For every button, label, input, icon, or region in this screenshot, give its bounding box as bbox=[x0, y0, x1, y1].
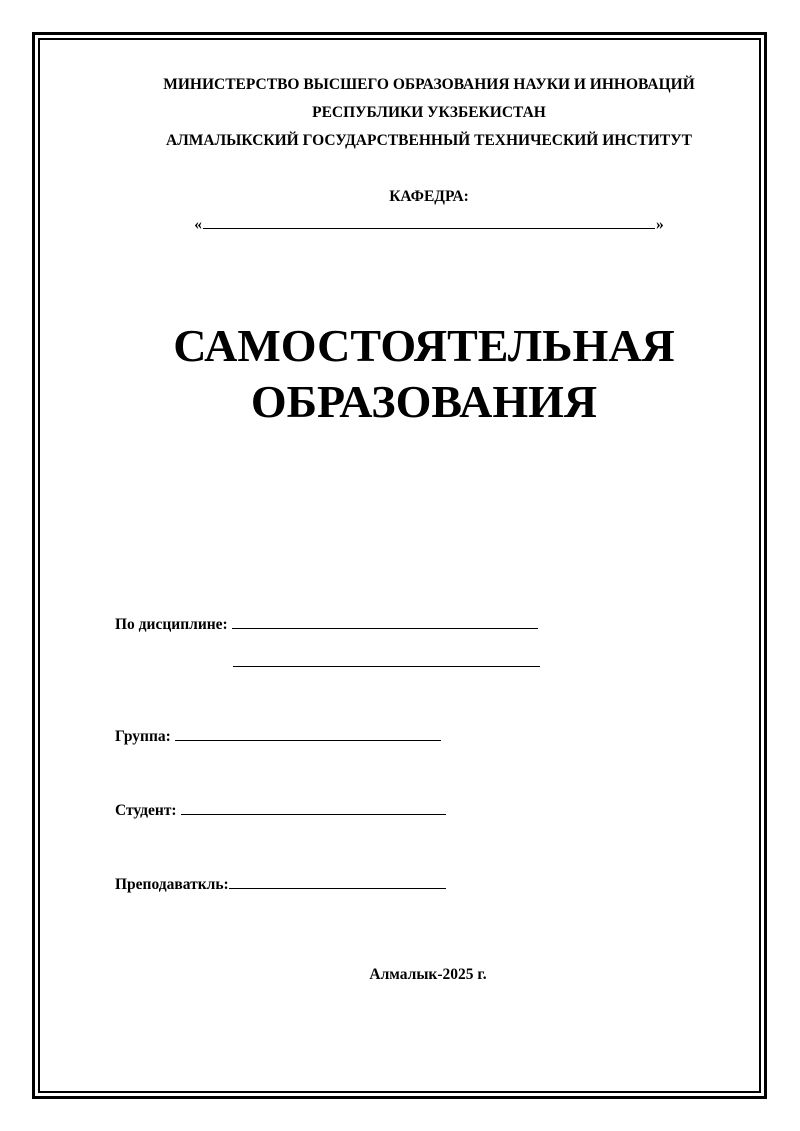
discipline-fill-blank bbox=[232, 614, 538, 629]
group-label: Группа: bbox=[115, 728, 171, 745]
quote-close: » bbox=[656, 216, 664, 233]
student-label: Студент: bbox=[115, 802, 177, 819]
department-blank-line bbox=[29, 214, 800, 234]
discipline-field bbox=[115, 614, 538, 634]
student-fill-blank bbox=[181, 800, 446, 815]
city-year: Алмалык-2025 г. bbox=[369, 966, 487, 983]
teacher-label: Преподаваткль: bbox=[115, 876, 229, 893]
student-field bbox=[115, 800, 446, 820]
title-line-2: ОБРАЗОВАНИЯ bbox=[250, 376, 598, 427]
group-field bbox=[115, 726, 441, 746]
discipline-label: По дисциплине: bbox=[115, 616, 228, 633]
discipline-fill-blank-2 bbox=[233, 666, 540, 667]
quote-open: « bbox=[194, 216, 202, 233]
ministry-line-2: РЕСПУБЛИКИ УКЗБЕКИСТАН bbox=[312, 104, 546, 121]
department-fill-blank bbox=[203, 214, 655, 229]
teacher-fill-blank bbox=[229, 874, 446, 889]
teacher-field bbox=[115, 874, 446, 894]
title-line-1: САМОСТОЯТЕЛЬНАЯ bbox=[173, 320, 675, 371]
department-label: КАФЕДРА: bbox=[389, 188, 469, 205]
institute-name: АЛМАЛЫКСКИЙ ГОСУДАРСТВЕННЫЙ ТЕХНИЧЕСКИЙ ИНСТИТУТ bbox=[166, 132, 692, 149]
ministry-line-1: МИНИСТЕРСТВО ВЫСШЕГО ОБРАЗОВАНИЯ НАУКИ И ИННОВАЦИЙ bbox=[163, 76, 695, 93]
group-fill-blank bbox=[175, 726, 441, 741]
